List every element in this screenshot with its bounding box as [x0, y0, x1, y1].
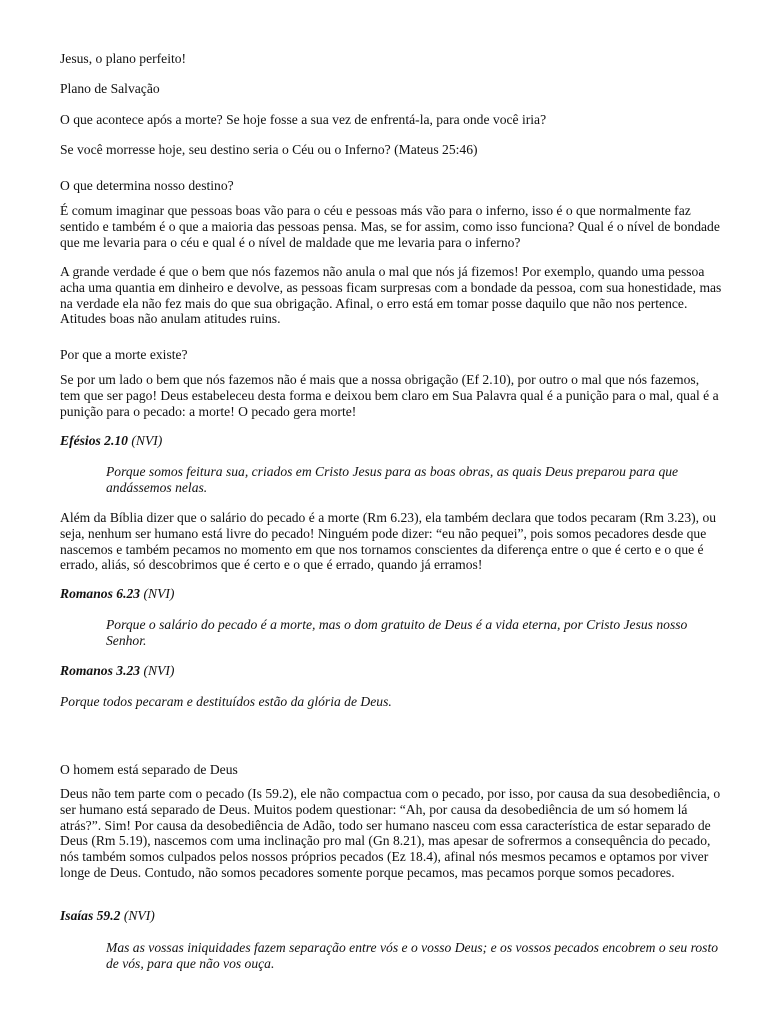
- scripture-quote: Porque somos feitura sua, criados em Cristo Jesus para as boas obras, as quais Deus preparou para que andássemos nelas.: [106, 464, 679, 495]
- scripture-reference: [60, 908, 722, 924]
- body-paragraph: Além da Bíblia dizer que o salário do pecado é a morte (Rm 6.23), ela também declara que todos pecaram (Rm 3.23), ou seja, nenhum ser humano está livre do pecado! Ninguém pode dizer: “eu não pequei”, pois somos pecadores desde que nascemos e também pecamos no momento em que nos tornamos conscientes da diferença entre o que é certo e o que é errado, aliás, só descobrimos que é certo e o que é errado, quando já erramos!: [60, 510, 717, 573]
- question-paragraph: Se você morresse hoje, seu destino seria o Céu ou o Inferno? (Mateus 25:46): [60, 142, 478, 157]
- scripture-quote: Porque o salário do pecado é a morte, mas o dom gratuito de Deus é a vida eterna, por Cristo Jesus nosso Senhor.: [106, 617, 688, 648]
- section-heading: O que determina nosso destino?: [60, 178, 234, 193]
- scripture-reference: [60, 663, 722, 679]
- body-paragraph: Deus não tem parte com o pecado (Is 59.2), ele não compactua com o pecado, por isso, por causa da sua desobediência, o ser humano está separado de Deus. Muitos podem questionar: “Ah, por causa da desobediência de um só homem lá atrás?”. Sim! Por causa da desobediência de Adão, todo ser humano nasceu com essa característica de estar separado de Deus (Rm 5.19), nascemos com uma inclinação pro mal (Gn 8.21), mas apesar de sofrermos a consequência do pecado, nós também somos culpados pelos nossos próprios pecados (Ez 18.4), afinal nós mesmos pecamos e optamos por viver longe de Deus. Contudo, não somos pecadores somente porque pecamos, mas pecamos porque somos pecadores.: [60, 786, 721, 880]
- body-paragraph: É comum imaginar que pessoas boas vão para o céu e pessoas más vão para o inferno, isso é o que normalmente faz sentido e também é o que a maioria das pessoas pensa. Mas, se for assim, como isso funciona? Qual é o nível de bondade que me levaria para o céu e qual é o nível de maldade que me levaria para o inferno?: [60, 203, 720, 250]
- body-paragraph: A grande verdade é que o bem que nós fazemos não anula o mal que nós já fizemos! Por exemplo, quando uma pessoa acha uma quantia em dinheiro e devolve, as pessoas ficam surpresas com a bondade da pessoa, com sua honestidade, mas na verdade ela não fez mais do que sua obrigação. Afinal, o erro está em tomar posse daquilo que não nos pertence. Atitudes boas não anulam atitudes ruins.: [60, 264, 722, 327]
- version-label: (NVI): [127, 433, 163, 448]
- scripture-reference: [60, 433, 722, 449]
- document-subtitle: Plano de Salvação: [60, 81, 160, 96]
- version-label: (NVI): [140, 663, 175, 678]
- version-label: (NVI): [140, 586, 175, 601]
- document-title: Jesus, o plano perfeito!: [60, 51, 187, 66]
- scripture-quote: Mas as vossas iniquidades fazem separação entre vós e o vosso Deus; e os vossos pecados encobrem o seu rosto de vós, para que não vos ouça.: [106, 940, 719, 971]
- reference-name: Romanos 6.23: [60, 586, 141, 601]
- version-label: (NVI): [120, 908, 155, 923]
- scripture-quote: Porque todos pecaram e destituídos estão da glória de Deus.: [60, 694, 392, 709]
- body-paragraph: Se por um lado o bem que nós fazemos não é mais que a nossa obrigação (Ef 2.10), por outro o mal que nós fazemos, tem que ser pago! Deus estabeleceu desta forma e deixou bem claro em Sua Palavra qual é a punição para o mal, qual é a punição para o pecado: a morte! O pecado gera morte!: [60, 372, 719, 419]
- question-paragraph: O que acontece após a morte? Se hoje fosse a sua vez de enfrentá-la, para onde você iria?: [60, 112, 547, 127]
- section-heading: O homem está separado de Deus: [60, 762, 238, 777]
- section-heading: Por que a morte existe?: [60, 347, 188, 362]
- reference-name: Romanos 3.23: [60, 663, 141, 678]
- scripture-reference: [60, 586, 722, 602]
- reference-name: Efésios 2.10: [60, 433, 128, 448]
- reference-name: Isaías 59.2: [60, 908, 121, 923]
